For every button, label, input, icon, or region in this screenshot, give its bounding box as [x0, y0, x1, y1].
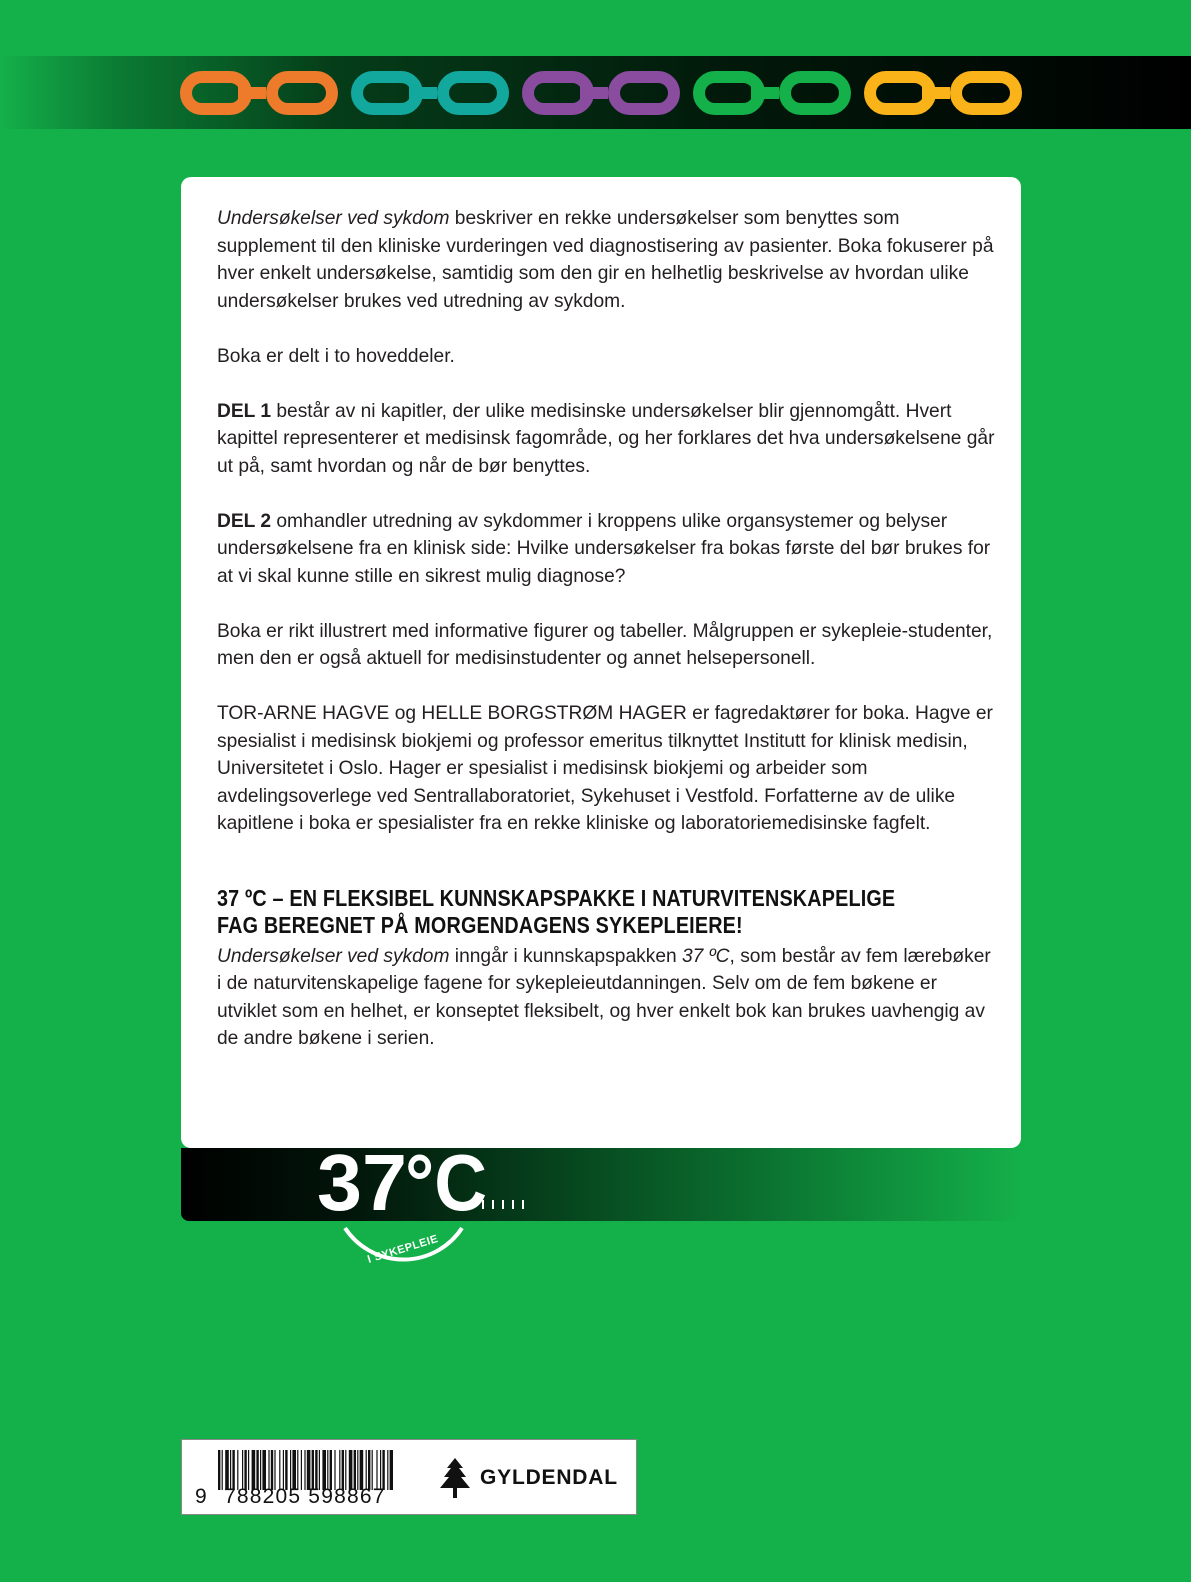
barcode-bar: [380, 1450, 381, 1490]
barcode-bar: [268, 1450, 269, 1490]
logo-subtitle: I SYKEPLEIE: [366, 1232, 440, 1266]
barcode-bar: [339, 1450, 340, 1490]
barcode-bar: [345, 1450, 346, 1490]
barcode-bar: [342, 1450, 344, 1490]
editors-paragraph: TOR-ARNE HAGVE og HELLE BORGSTRØM HAGER er fagredaktører for boka. Hagve er spesialist i medisinsk biokjemi og professor emeritus tilknyttet Institutt for klinisk medisin, Universitetet i Oslo. Hager er spesialist i medisinsk biokjemi og arbeider som avdelingsoverlege ved Sentrallaboratoriet, Sykehuset i Vestfold. Forfatterne av de ulike kapitlene i boka er spesialister fra en rekke kliniske og laboratoriemedisinske fagfelt.: [217, 703, 993, 834]
barcode-bar: [366, 1450, 367, 1490]
chain-connector-5: [922, 87, 950, 99]
series-paragraph: [217, 943, 997, 1053]
publisher-name: GYLDENDAL: [480, 1466, 618, 1489]
barcode-bar: [382, 1450, 384, 1490]
barcode-bar: [387, 1450, 388, 1490]
barcode-bar: [327, 1450, 328, 1490]
chain-connector-3: [580, 87, 608, 99]
barcode-bar: [349, 1450, 353, 1490]
intro-text: beskriver en rekke undersøkelser som benyttes som supplement til den kliniske vurderingen ved diagnostisering av pasienter. Boka fokuserer på hver enkelt undersøkelse, samtidig som den gir en helhetlig beskrivelse av hvordan ulike undersøkelser brukes ved utredning av sykdom.: [217, 208, 994, 312]
chain-link-1-2: [266, 71, 338, 115]
barcode-bar: [354, 1450, 356, 1490]
series-book-title: Undersøkelser ved sykdom: [217, 945, 450, 967]
barcode-bar: [218, 1450, 220, 1490]
barcode-bar: [322, 1450, 326, 1490]
del1-paragraph: [217, 398, 997, 481]
logo-unit: °C: [405, 1138, 487, 1227]
barcode-bar: [242, 1450, 243, 1490]
logo-number: 37: [317, 1138, 407, 1227]
isbn-lead-digit: 9: [195, 1485, 208, 1508]
bottom-band: [181, 1148, 1021, 1221]
isbn-digits: 788205 598867: [224, 1485, 386, 1508]
barcode-bar: [357, 1450, 358, 1490]
series-package-name: 37 ºC: [682, 945, 730, 967]
description-text: [217, 205, 997, 1080]
barcode-bar: [304, 1450, 305, 1490]
series-text-b: , som består av fem lærebøker i de naturvitenskapelige fagene for sykepleieutdanningen. Selv om de fem bøkene er utviklet som en helhet, er konseptet fleksibelt, og hver enkelt bok kan brukes uavhengig av de andre bøkene i serien.: [217, 945, 991, 1049]
chain-link-2-2: [437, 71, 509, 115]
chain-connector-1: [238, 87, 266, 99]
barcode-bar: [230, 1450, 231, 1490]
barcode-bar: [334, 1450, 335, 1490]
logo-ticks: [483, 1200, 523, 1209]
barcode-bar: [330, 1450, 332, 1490]
barcode-bar: [232, 1450, 234, 1490]
barcode-bar: [372, 1450, 373, 1490]
chain-link-3-2: [608, 71, 680, 115]
barcode-bar: [368, 1450, 370, 1490]
barcode-bar: [256, 1450, 258, 1490]
chain-connector-4: [751, 87, 779, 99]
barcode-bar: [301, 1450, 302, 1490]
barcode-panel: [181, 1439, 637, 1515]
illustrated-paragraph: Boka er rikt illustrert med informative figurer og tabeller. Målgruppen er sykepleie-studenter, men den er også aktuell for medisinstudenter og annet helsepersonell.: [217, 620, 993, 669]
del2-paragraph: [217, 508, 997, 591]
barcode-bar: [262, 1450, 266, 1490]
chain-links-decoration: [180, 71, 1022, 115]
series-heading-line1: 37 ºC – EN FLEKSIBEL KUNNSKAPSPAKKE I NATURVITENSKAPELIGE: [217, 884, 896, 911]
barcode-bar: [283, 1450, 284, 1490]
barcode-bar: [237, 1450, 238, 1490]
barcode-bar: [252, 1450, 256, 1490]
barcode-bar: [274, 1450, 275, 1490]
series-text-a: inngår i kunnskapspakken: [449, 945, 682, 967]
barcode-bar: [290, 1450, 291, 1490]
isbn-barcode: [218, 1450, 393, 1490]
intro-paragraph: [217, 205, 997, 315]
book-title-italic: Undersøkelser ved sykdom: [217, 208, 450, 229]
chain-link-5-2: [950, 71, 1022, 115]
barcode-bar: [315, 1450, 317, 1490]
barcode-bar: [390, 1450, 393, 1490]
barcode-bar: [248, 1450, 249, 1490]
barcode-bar: [271, 1450, 273, 1490]
barcode-bar: [279, 1450, 280, 1490]
barcode-bar: [225, 1450, 229, 1490]
chain-link-4-2: [779, 71, 851, 115]
barcode-bar: [292, 1450, 296, 1490]
chain-connector-2: [409, 87, 437, 99]
37c-series-logo: [317, 1136, 547, 1266]
del1-label: DEL 1: [217, 400, 272, 422]
publisher-logo: [438, 1456, 628, 1500]
barcode-bar: [307, 1450, 311, 1490]
split-paragraph: Boka er delt i to hoveddeler.: [217, 345, 455, 367]
del2-label: DEL 2: [217, 510, 272, 532]
barcode-bar: [319, 1450, 320, 1490]
barcode-bar: [297, 1450, 298, 1490]
barcode-bar: [312, 1450, 314, 1490]
tree-icon: [438, 1458, 472, 1498]
series-heading: [217, 885, 991, 939]
series-heading-line2: FAG BEREGNET PÅ MORGENDAGENS SYKEPLEIERE!: [217, 911, 743, 938]
barcode-bar: [360, 1450, 364, 1490]
barcode-bar: [376, 1450, 377, 1490]
barcode-bar: [260, 1450, 261, 1490]
back-cover-text-panel: [181, 177, 1021, 1148]
barcode-bar: [222, 1450, 223, 1490]
barcode-bar: [244, 1450, 246, 1490]
del1-text: består av ni kapitler, der ulike medisinske undersøkelser blir gjennomgått. Hvert kapittel representerer et medisinsk fagområde, og her forklares det hva undersøkelsene går ut på, samt hvordan og når de bør benyttes.: [217, 400, 995, 477]
del2-text: omhandler utredning av sykdommer i kroppens ulike organsystemer og belyser undersøkelsene fra en klinisk side: Hvilke undersøkelser fra bokas første del bør brukes for at vi skal kunne stille en sikrest mulig diagnose?: [217, 510, 991, 587]
barcode-bar: [285, 1450, 287, 1490]
